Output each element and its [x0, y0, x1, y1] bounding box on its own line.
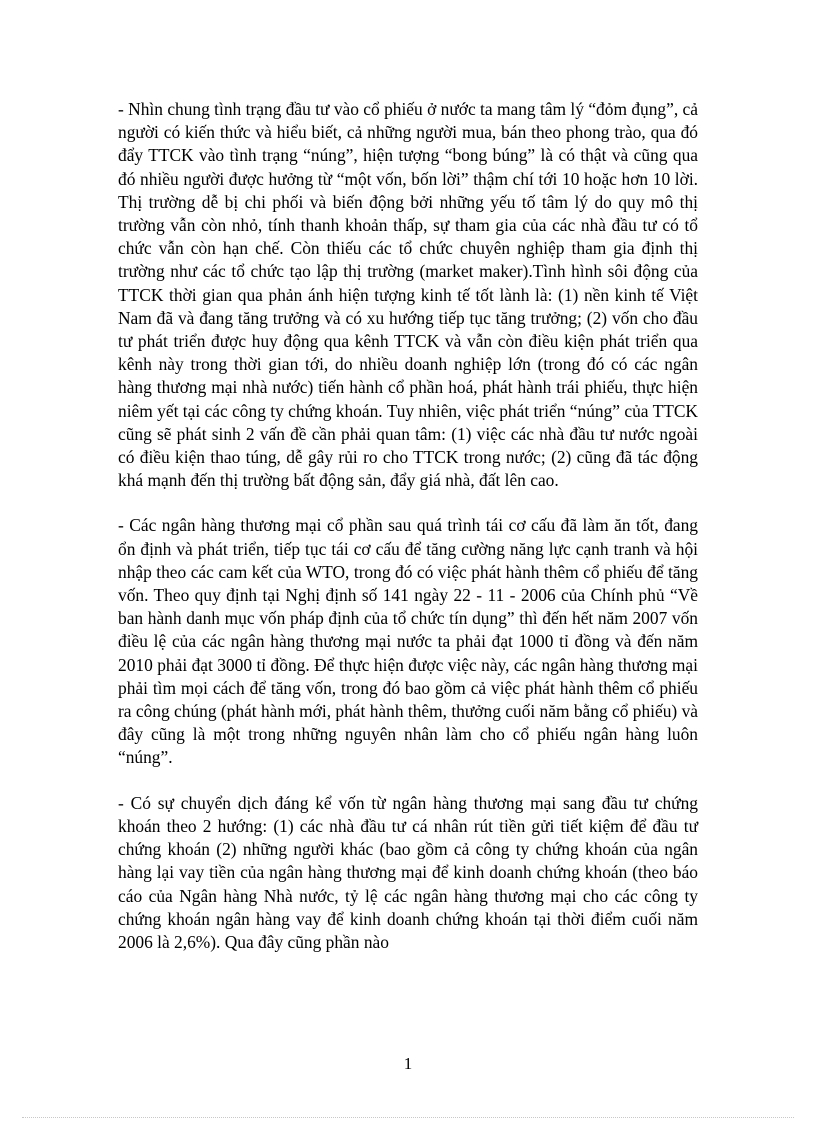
paragraph-investment-psychology: - Nhìn chung tình trạng đầu tư vào cổ phiếu ở nước ta mang tâm lý “đỏm đụng”, cả người có kiến thức và hiểu biết, cả những người mua, bán theo phong trào, qua đó đẩy TTCK vào tình trạng “núng”, hiện tượng “bong búng” là có thật và cũng qua đó nhiều người được hưởng từ “một vốn, bốn lời” thậm chí tới 10 hoặc hơn 10 lời. Thị trường dễ bị chi phối và biến động bởi những yếu tố tâm lý do quy mô thị trường vẫn còn nhỏ, tính thanh khoản thấp, sự tham gia của các nhà đầu tư có tổ chức vẫn còn hạn chế. Còn thiếu các tổ chức chuyên nghiệp tham gia định thị trường như các tổ chức tạo lập thị trường (market maker).Tình hình sôi động của TTCK thời gian qua phản ánh hiện tượng kinh tế tốt lành là: (1) nền kinh tế Việt Nam đã và đang tăng trưởng và có xu hướng tiếp tục tăng trưởng; (2) vốn cho đầu tư phát triển được huy động qua kênh TTCK và vẫn còn điều kiện phát triển qua kênh này trong thời gian tới, do nhiều doanh nghiệp lớn (trong đó có các ngân hàng thương mại nhà nước) tiến hành cổ phần hoá, phát hành trái phiếu, thực hiện niêm yết tại các công ty chứng khoán. Tuy nhiên, việc phát triển “núng” của TTCK cũng sẽ phát sinh 2 vấn đề cần phải quan tâm: (1) việc các nhà đầu tư nước ngoài có điều kiện thao túng, dễ gây rủi ro cho TTCK trong nước; (2) cũng đã tác động khá mạnh đến thị trường bất động sản, đẩy giá nhà, đất lên cao.: [118, 99, 698, 491]
document-body: [118, 98, 698, 976]
paragraph-commercial-banks: - Các ngân hàng thương mại cổ phần sau quá trình tái cơ cấu đã làm ăn tốt, đang ổn định và phát triển, tiếp tục tái cơ cấu để tăng cường năng lực cạnh tranh và hội nhập theo các cam kết của WTO, trong đó có việc phát hành thêm cổ phiếu để tăng vốn. Theo quy định tại Nghị định số 141 ngày 22 - 11 - 2006 của Chính phủ “Về ban hành danh mục vốn pháp định của tổ chức tín dụng” thì đến hết năm 2007 vốn điều lệ của các ngân hàng thương mại nước ta phải đạt 1000 tỉ đồng và đến năm 2010 phải đạt 3000 tỉ đồng. Để thực hiện được việc này, các ngân hàng thương mại phải tìm mọi cách để tăng vốn, trong đó bao gồm cả việc phát hành thêm cổ phiếu ra công chúng (phát hành mới, phát hành thêm, thưởng cuối năm bằng cổ phiếu) và đây cũng là một trong những nguyên nhân làm cho cổ phiếu ngân hàng luôn “núng”.: [118, 515, 698, 768]
paragraph-capital-shift: - Có sự chuyển dịch đáng kể vốn từ ngân hàng thương mại sang đầu tư chứng khoán theo 2 hướng: (1) các nhà đầu tư cá nhân rút tiền gửi tiết kiệm để đầu tư chứng khoán (2) những người khác (bao gồm cả công ty chứng khoán của ngân hàng lại vay tiền của ngân hàng thương mại để kinh doanh chứng khoán (theo báo cáo của Ngân hàng Nhà nước, tỷ lệ các ngân hàng thương mại cho các công ty chứng khoán ngân hàng vay để kinh doanh chứng khoán tại thời điểm cuối năm 2006 là 2,6%). Qua đây cũng phần nào: [118, 792, 698, 952]
page-number: 1: [403, 1054, 413, 1073]
page-bottom-divider: [22, 1117, 794, 1118]
